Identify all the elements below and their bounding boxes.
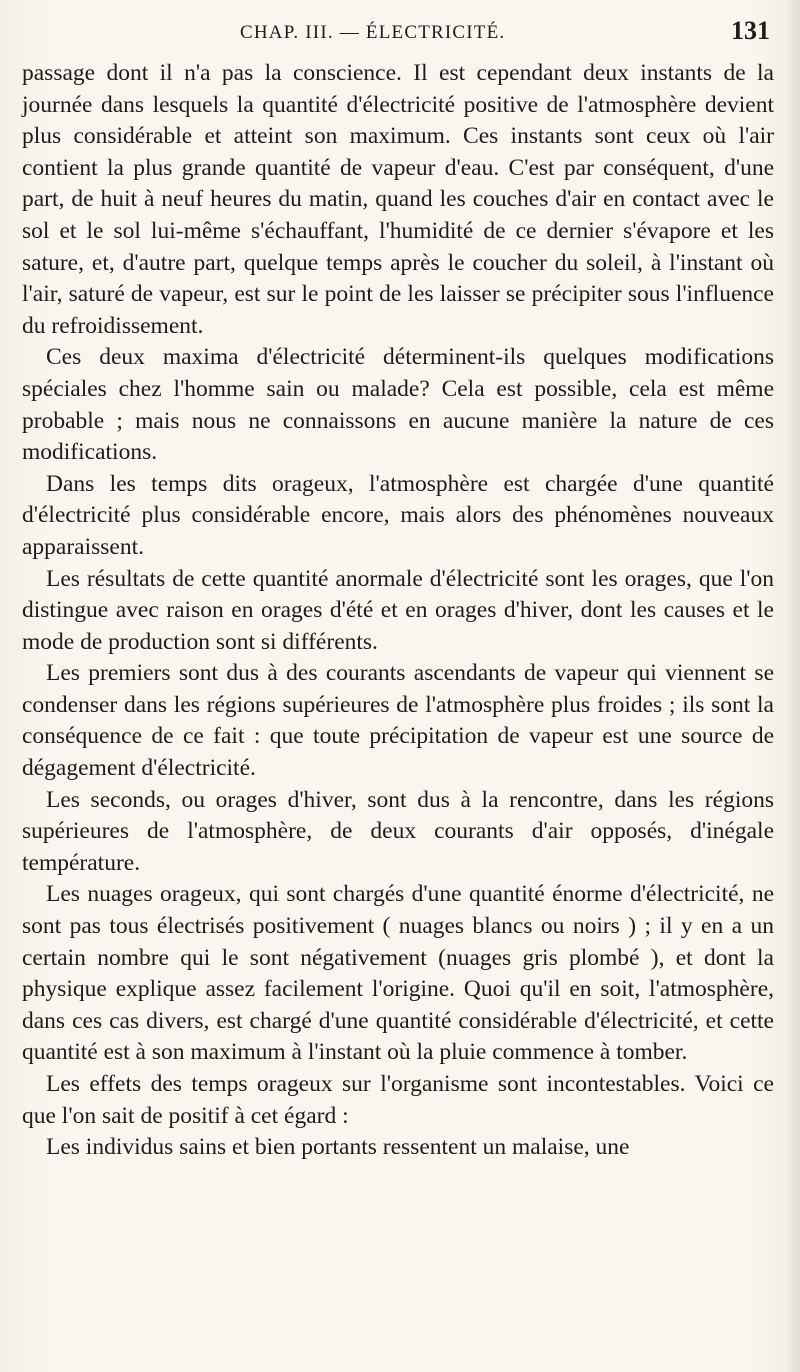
- paragraph-7: Les nuages orageux, qui sont chargés d'une quantité énorme d'électricité, ne sont pas tous électrisés positivement ( nuages blancs ou noirs ) ; il y en a un certain nombre qui le sont négativement (nuages gris plombé ), et dont la physique explique assez facilement l'origine. Quoi qu'il en soit, l'atmosphère, dans ces cas divers, est chargé d'une quantité considérable d'électricité, et cette quantité est à son maximum à l'instant où la pluie commence à tomber.: [22, 881, 774, 1066]
- paragraph-8: Les effets des temps orageux sur l'organisme sont incontestables. Voici ce que l'on sait de positif à cet égard :: [22, 1071, 774, 1129]
- page-edge-shadow: [786, 0, 800, 1372]
- paragraph-2: Ces deux maxima d'électricité déterminent-ils quelques modifications spéciales chez l'homme sain ou malade? Cela est possible, cela est même probable ; mais nous ne connaissons en aucune manière la nature de ces modifications.: [22, 344, 774, 466]
- paragraph-3: Dans les temps dits orageux, l'atmosphère est chargée d'une quantité d'électricité plus considérable encore, mais alors des phénomènes nouveaux apparaissent.: [22, 470, 774, 560]
- paragraph-6: Les seconds, ou orages d'hiver, sont dus à la rencontre, dans les régions supérieures de l'atmosphère, de deux courants d'air opposés, d'inégale température.: [22, 786, 774, 876]
- paragraph-1: passage dont il n'a pas la conscience. Il est cependant deux instants de la journée dans lesquels la quantité d'électricité positive de l'atmosphère devient plus considérable et atteint son maximum. Ces instants sont ceux où l'air contient la plus grande quantité de vapeur d'eau. C'est par conséquent, d'une part, de huit à neuf heures du matin, quand les couches d'air en contact avec le sol et le sol lui-même s'échauffant, l'humidité de ce dernier s'évapore et les sature, et, d'autre part, quelque temps après le coucher du soleil, à l'instant où l'air, saturé de vapeur, est sur le point de les laisser se précipiter sous l'influence du refroidissement.: [22, 60, 774, 339]
- chapter-title: CHAP. III. — ÉLECTRICITÉ.: [240, 22, 506, 43]
- paragraph-4: Les résultats de cette quantité anormale d'électricité sont les orages, que l'on distingue avec raison en orages d'été et en orages d'hiver, dont les causes et le mode de production sont si différents.: [22, 565, 774, 655]
- paragraph-5: Les premiers sont dus à des courants ascendants de vapeur qui viennent se condenser dans les régions supérieures de l'atmosphère plus froides ; ils sont la conséquence de ce fait : que toute précipitation de vapeur est une source de dégagement d'électricité.: [22, 660, 774, 782]
- body-text: [22, 58, 774, 1164]
- paragraph-9: Les individus sains et bien portants ressentent un malaise, une: [46, 1134, 630, 1161]
- running-head: [240, 16, 770, 50]
- page-number: 131: [731, 16, 770, 45]
